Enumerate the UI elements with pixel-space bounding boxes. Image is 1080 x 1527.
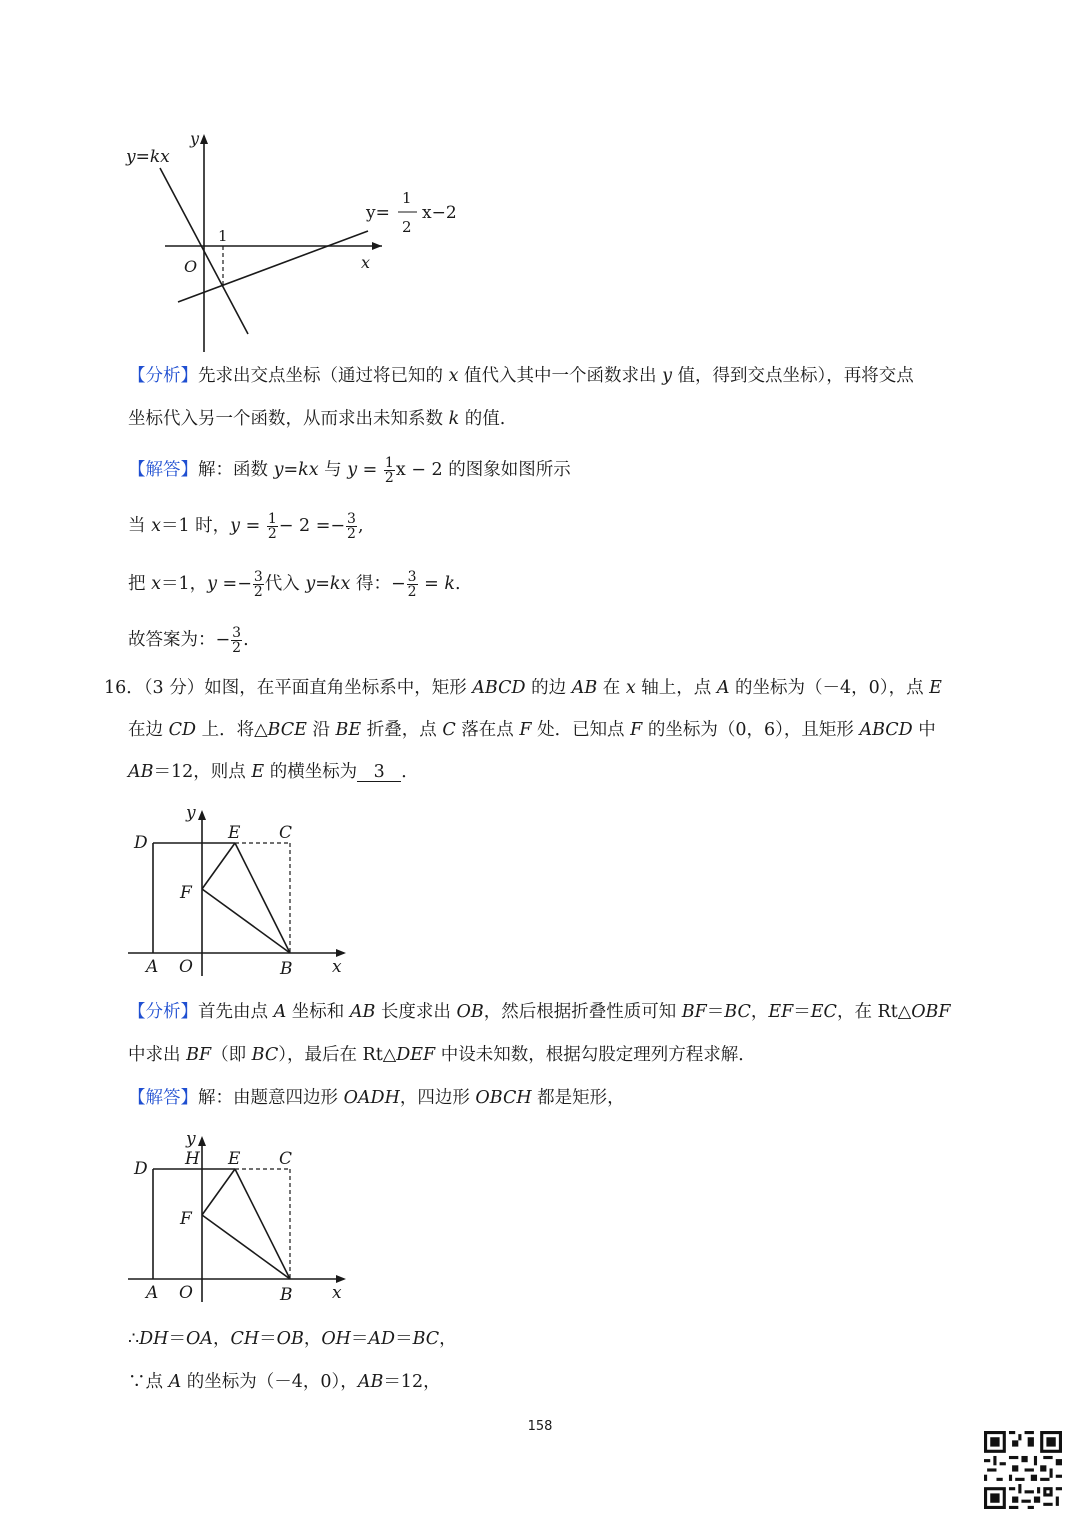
q15-step2 (128, 570, 461, 599)
text: 解：由题意四边形 (198, 1088, 344, 1108)
var: A (716, 678, 730, 698)
var: BCE (267, 720, 307, 740)
text: （即 (211, 1045, 252, 1065)
label-origin: O (184, 257, 198, 276)
var: BF (681, 1002, 707, 1022)
text: x − 2 的图象如图所示 (395, 460, 571, 480)
figure-linear-functions (120, 122, 480, 354)
fraction-three-halves (407, 570, 418, 599)
text: 的坐标为（－4，0），点 (729, 678, 930, 698)
var: BE (335, 720, 362, 740)
var: OBF (911, 1002, 951, 1022)
label-y-kx: y=kx (126, 147, 170, 167)
label-H: H (185, 1149, 200, 1169)
label-F: F (180, 883, 192, 903)
fraction-three-halves (346, 512, 357, 541)
label-A: A (146, 957, 159, 977)
var: ABCD (859, 720, 913, 740)
q16-stem-line1 (104, 676, 942, 700)
var: OBCH (475, 1088, 532, 1108)
text: 故答案为：− (128, 630, 231, 650)
var: AB (349, 1002, 376, 1022)
analysis-tag: 【分析】 (128, 1002, 198, 1022)
label-O: O (179, 1283, 193, 1303)
q15-step1 (128, 512, 364, 541)
question-score: （3 分） (143, 678, 205, 698)
q16-because-line (128, 1370, 441, 1394)
text: , (357, 516, 364, 536)
den: 2 (384, 470, 394, 486)
label-F: F (180, 1209, 192, 1229)
den: 2 (347, 526, 356, 542)
text: 中设未知数，根据勾股定理列方程求解． (435, 1045, 756, 1065)
expr: y=kx (305, 574, 351, 594)
label-D: D (134, 1159, 148, 1179)
text: 坐标和 (286, 1002, 350, 1022)
analysis-tag: 【分析】 (128, 366, 198, 386)
label-B: B (280, 1285, 293, 1305)
var-x: x (151, 574, 161, 594)
var: AB (128, 762, 154, 782)
label-D: D (134, 833, 148, 853)
label-x-axis: x (361, 253, 371, 272)
text: 处．已知点 (531, 720, 631, 740)
text: 折叠，点 (361, 720, 443, 740)
var: BF (186, 1045, 212, 1065)
text: . (454, 574, 461, 594)
var: ABCD (472, 678, 526, 698)
text: 与 (318, 460, 348, 480)
fraction-half (384, 456, 395, 485)
segment-FB (202, 889, 290, 953)
text: 当 (128, 516, 152, 536)
text: ， (439, 1329, 457, 1349)
line-half-x-minus-2 (178, 231, 371, 302)
var-x: x (448, 366, 459, 386)
text: 都是矩形， (531, 1088, 625, 1108)
answer-tag: 【解答】 (128, 1088, 198, 1108)
den: 2 (267, 526, 277, 542)
den: 2 (253, 584, 263, 600)
text: . (243, 630, 249, 650)
text: ＝1， (160, 574, 208, 594)
page-number: 158 (527, 1419, 553, 1434)
var-y: y (662, 366, 672, 386)
fraction-half (267, 512, 278, 541)
q16-answer-line1 (128, 1086, 625, 1110)
label-A: A (146, 1283, 159, 1303)
num: 1 (384, 455, 394, 471)
var: AB (571, 678, 598, 698)
text: = (418, 574, 445, 594)
answer-blank: 3 (357, 763, 401, 782)
q16-therefore-line (128, 1327, 457, 1351)
question-number: 16． (104, 678, 144, 698)
label-y: y (186, 1129, 196, 1149)
label-y: y (186, 803, 196, 823)
text: 如图，在平面直角坐标系中，矩形 (204, 678, 473, 698)
text: 得：− (350, 574, 406, 594)
label-line2-den: 2 (402, 218, 412, 236)
q16-analysis-line1 (128, 1000, 951, 1024)
text: 在 (597, 678, 626, 698)
text: 的坐标为（－4，0）， (181, 1372, 358, 1392)
expr: y =− (207, 574, 252, 594)
var-k: k (448, 409, 460, 429)
q16-analysis-line2 (128, 1043, 756, 1067)
text: 把 (128, 574, 152, 594)
var: CH (230, 1329, 260, 1349)
var: F (630, 720, 643, 740)
var: EF (768, 1002, 794, 1022)
var: AB (357, 1372, 384, 1392)
text: ， (303, 1329, 322, 1349)
expr: y=kx (273, 460, 319, 480)
text: ），最后在 Rt△ (278, 1045, 397, 1065)
q15-analysis-line2 (128, 407, 505, 431)
text: 长度求出 (375, 1002, 457, 1022)
var: OB (456, 1002, 484, 1022)
text: ， (750, 1002, 769, 1022)
var: BC (251, 1045, 279, 1065)
var: OADH (343, 1088, 400, 1108)
text: ＝ (395, 1329, 413, 1349)
text: ＝12，则点 (153, 762, 252, 782)
expr: y = (230, 516, 266, 536)
label-y-axis: y (190, 129, 200, 148)
var: A (273, 1002, 287, 1022)
num: 3 (347, 511, 356, 527)
label-C: C (279, 823, 293, 843)
text: ＝ (350, 1329, 369, 1349)
label-line2-prefix: y= (366, 203, 390, 223)
var: DH (139, 1329, 169, 1349)
segment-FE (202, 843, 235, 889)
num: 1 (267, 511, 277, 527)
label-C: C (279, 1149, 293, 1169)
label-B: B (280, 959, 293, 979)
text: ∵点 (128, 1372, 169, 1392)
text: ＝ (793, 1002, 811, 1022)
var: A (168, 1372, 182, 1392)
var: OH (321, 1329, 351, 1349)
q15-answer-line1 (128, 456, 571, 485)
text: 的边 (525, 678, 572, 698)
var-x: x (151, 516, 161, 536)
segment-FE (202, 1169, 235, 1215)
var: AD (368, 1329, 396, 1349)
var: E (929, 678, 942, 698)
figure-rectangle-fold-with-H (122, 1126, 354, 1308)
qr-code-icon (984, 1431, 1062, 1509)
label-x: x (332, 1283, 342, 1303)
text: 的坐标为（0，6），且矩形 (642, 720, 860, 740)
num: 3 (407, 569, 417, 585)
text: 上．将△ (196, 720, 268, 740)
text: 先求出交点坐标（通过将已知的 (198, 366, 449, 386)
text: ，在 Rt△ (836, 1002, 912, 1022)
text: 值代入其中一个函数求出 (458, 366, 663, 386)
text: 代入 (264, 574, 306, 594)
segment-EB (235, 843, 290, 953)
q16-stem-line2 (128, 718, 936, 742)
var: OB (276, 1329, 304, 1349)
text: ＝ (706, 1002, 725, 1022)
text: 沿 (306, 720, 336, 740)
fraction-three-halves (231, 626, 242, 655)
den: 2 (232, 640, 242, 656)
segment-EB (235, 1169, 290, 1279)
var: E (251, 762, 265, 782)
text: 在边 (128, 720, 169, 740)
text: 中求出 (128, 1045, 187, 1065)
q16-stem-line3 (128, 760, 419, 784)
text: ∴ (128, 1329, 140, 1349)
text: 的值. (459, 409, 506, 429)
var: DEF (396, 1045, 436, 1065)
label-O: O (179, 957, 193, 977)
text: 值，得到交点坐标），再将交点 (671, 366, 914, 386)
text: 中 (912, 720, 936, 740)
text: 坐标代入另一个函数，从而求出未知系数 (128, 409, 449, 429)
num: 3 (253, 569, 263, 585)
text: 落在点 (455, 720, 520, 740)
var: CD (168, 720, 196, 740)
label-E: E (228, 1149, 241, 1169)
text: ＝1 时， (160, 516, 231, 536)
var: OA (185, 1329, 213, 1349)
var: F (519, 720, 532, 740)
num: 3 (232, 625, 242, 641)
var: EC (810, 1002, 837, 1022)
var: BC (724, 1002, 751, 1022)
segment-FB (202, 1215, 290, 1279)
label-line2-num: 1 (402, 189, 412, 207)
var: BC (412, 1329, 440, 1349)
text: ，然后根据折叠性质可知 (483, 1002, 682, 1022)
text: ＝ (259, 1329, 277, 1349)
label-line2-suffix: x−2 (422, 203, 457, 223)
expr: y = (347, 460, 383, 480)
text: 解：函数 (198, 460, 274, 480)
figure-rectangle-fold (122, 800, 354, 982)
var: x (625, 678, 636, 698)
var-k: k (444, 574, 455, 594)
label-E: E (228, 823, 241, 843)
den: 2 (407, 584, 417, 600)
text: ＝ (168, 1329, 186, 1349)
text: ＝12， (383, 1372, 441, 1392)
fraction-three-halves (253, 570, 264, 599)
text: 轴上，点 (635, 678, 717, 698)
answer-tag: 【解答】 (128, 460, 198, 480)
var: C (442, 720, 456, 740)
q15-final-answer (128, 626, 249, 655)
text: 首先由点 (198, 1002, 274, 1022)
text: 的横坐标为 (264, 762, 358, 782)
text: ， (212, 1329, 231, 1349)
label-x: x (332, 957, 342, 977)
q15-analysis-line1 (128, 364, 914, 388)
text: ，四边形 (399, 1088, 476, 1108)
label-one: 1 (218, 227, 228, 245)
text: ． (401, 762, 419, 782)
text: − 2 =− (278, 516, 346, 536)
